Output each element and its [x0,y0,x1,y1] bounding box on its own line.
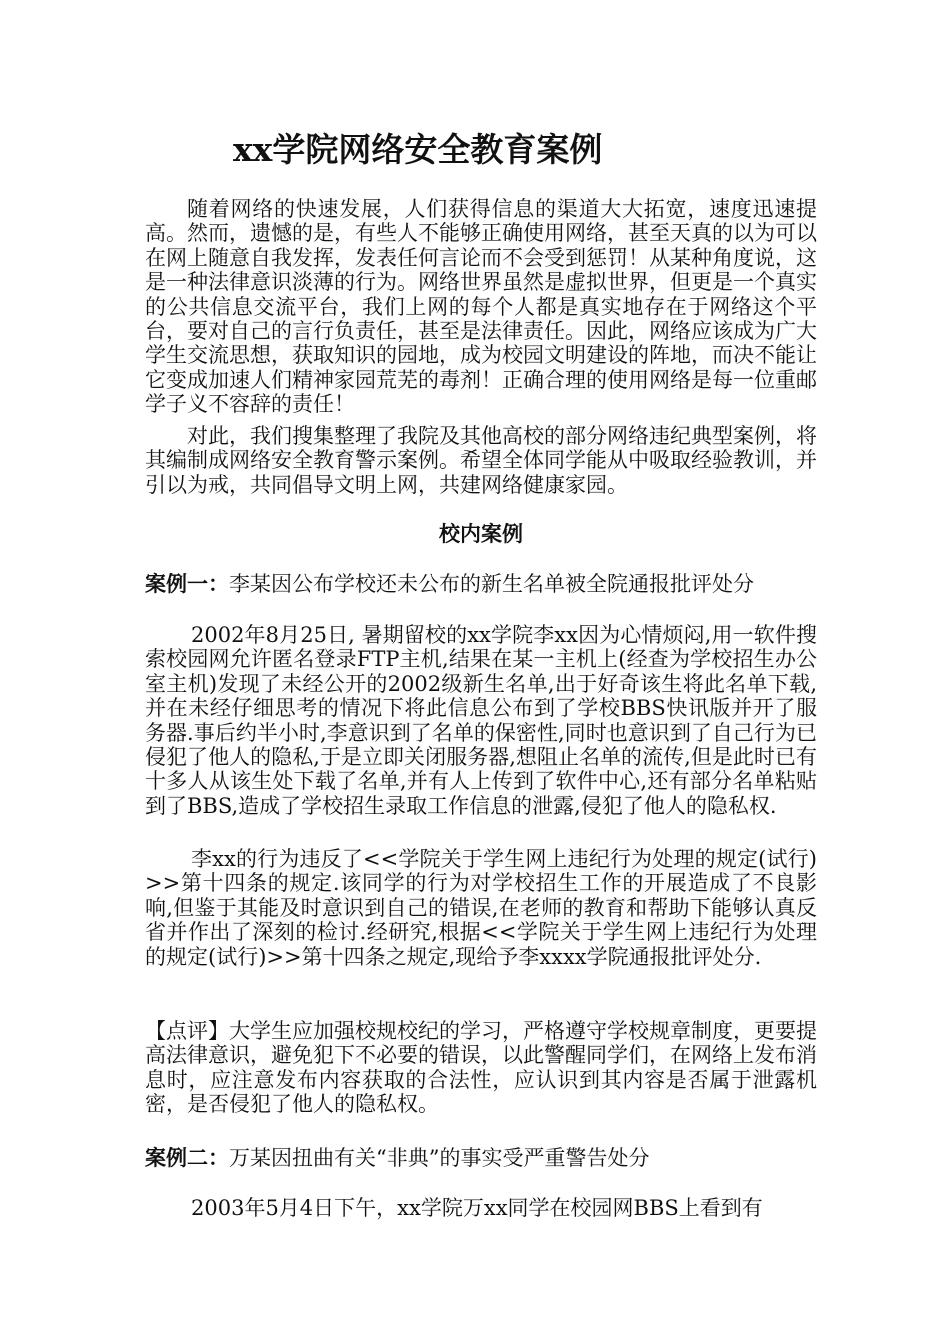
section-title: 校内案例 [439,521,523,546]
case-1-heading [145,570,817,598]
case-2-paragraph-1: 2003年5月4日下午，xx学院万xx同学在校园网BBS上看到有 [191,1196,763,1220]
case-2-heading [145,1144,817,1172]
case-1-paragraph-1: 2002年8月25日, 暑期留校的xx学院李xx因为心情烦闷,用一软件搜索校园网允许匿名登录FTP主机,结果在某一主机上(经查为学校招生办公室主机)发现了未经公开的2002级新生名单,出于好奇该生将此名单下载,并在未经仔细思考的情况下将此信息公布到了学校BBS快讯版并开了服务器.事后约半小时,李意识到了名单的保密性,同时也意识到了自己行为已侵犯了他人的隐私,于是立即关闭服务器,想阻止名单的流传,但是此时已有十多人从该生处下载了名单,并有人上传到了软件中心,还有部分名单粘贴到了BBS,造成了学校招生录取工作信息的泄露,侵犯了他人的隐私权. [145,623,817,818]
case-2-label: 案例二： [145,1145,229,1170]
case-1-comment: 【点评】大学生应加强校规校纪的学习，严格遵守学校规章制度，更要提高法律意识，避免犯下不必要的错误，以此警醒同学们，在网络上发布消息时，应注意发布内容获取的合法性，应认识到其内容是否属于泄露机密，是否侵犯了他人的隐私权。 [145,1019,817,1117]
intro-paragraph-1: 随着网络的快速发展，人们获得信息的渠道大大拓宽，速度迅速提高。然而，遗憾的是，有些人不能够正确使用网络，甚至天真的以为可以在网上随意自我发挥，发表任何言论而不会受到惩罚！从某种角度说，这是一种法律意识淡薄的行为。网络世界虽然是虚拟世界，但更是一个真实的公共信息交流平台，我们上网的每个人都是真实地存在于网络这个平台，要对自己的言行负责任，甚至是法律责任。因此，网络应该成为广大学生交流思想，获取知识的园地，成为校园文明建设的阵地，而决不能让它变成加速人们精神家园荒芜的毒剂！正确合理的使用网络是每一位重邮学子义不容辞的责任！ [145,197,817,417]
case-2-title: 万某因扭曲有关“非典”的事实受严重警告处分 [229,1146,650,1170]
case-1-paragraph-2: 李xx的行为违反了<<学院关于学生网上违纪行为处理的规定(试行)>>第十四条的规定.该同学的行为对学校招生工作的开展造成了不良影响,但鉴于其能及时意识到自己的错误,在老师的教育和帮助下能够认真反省并作出了深刻的检讨.经研究,根据<<学院关于学生网上违纪行为处理的规定(试行)>>第十四条之规定,现给予李xxxx学院通报批评处分. [145,847,817,969]
intro-paragraph-2: 对此，我们搜集整理了我院及其他高校的部分网络违纪典型案例，将其编制成网络安全教育警示案例。希望全体同学能从中吸取经验教训，并引以为戒，共同倡导文明上网，共建网络健康家园。 [145,424,817,497]
case-1-title: 李某因公布学校还未公布的新生名单被全院通报批评处分 [229,572,754,596]
document-title: xx学院网络安全教育案例 [233,130,603,169]
case-1-label: 案例一： [145,571,229,596]
